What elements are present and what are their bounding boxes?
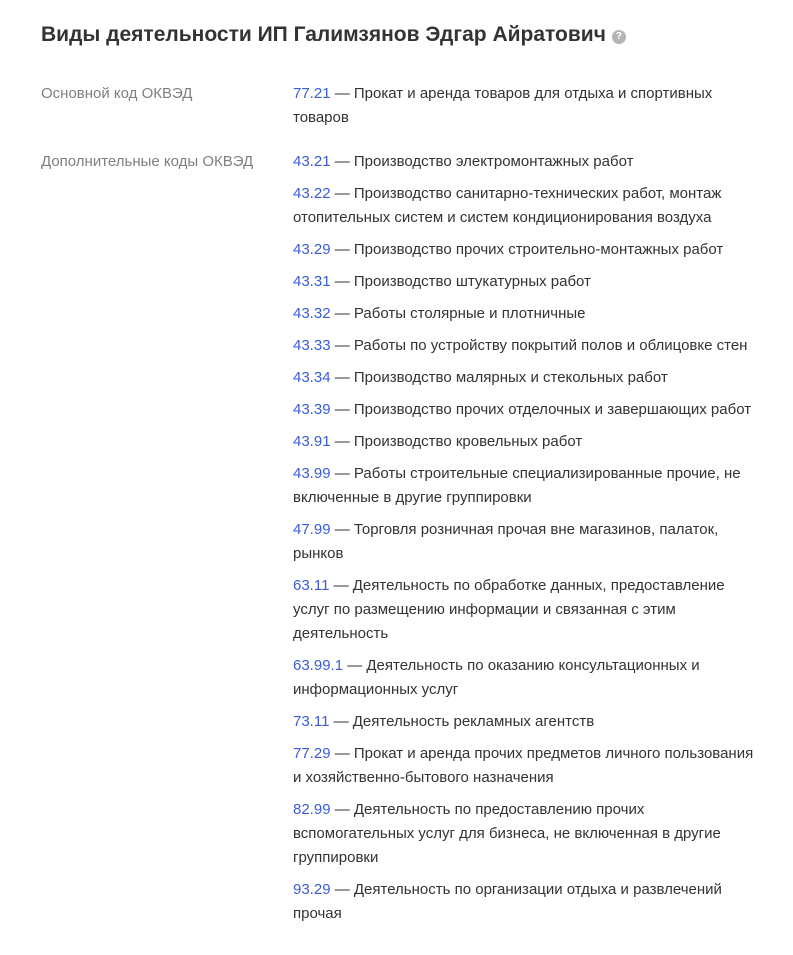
okved-description: — Производство прочих строительно-монтажных работ bbox=[330, 241, 724, 258]
okved-description: — Работы строительные специализированные прочие, не включенные в другие группировки bbox=[293, 465, 741, 506]
okved-code-link[interactable]: 43.33 bbox=[293, 337, 331, 354]
okved-item bbox=[293, 270, 763, 294]
okved-code-link[interactable]: 63.99.1 bbox=[293, 657, 344, 674]
okved-description: — Деятельность рекламных агентств bbox=[329, 713, 595, 730]
okved-code-link[interactable]: 77.29 bbox=[293, 745, 331, 762]
okved-description: — Производство прочих отделочных и завершающих работ bbox=[330, 401, 752, 418]
okved-item bbox=[293, 710, 763, 734]
okved-code-link[interactable]: 93.29 bbox=[293, 881, 331, 898]
okved-code-link[interactable]: 47.99 bbox=[293, 521, 331, 538]
okved-description: — Производство малярных и стекольных работ bbox=[330, 369, 668, 386]
okved-item bbox=[293, 182, 763, 230]
okved-description: — Прокат и аренда товаров для отдыха и спортивных товаров bbox=[293, 85, 713, 126]
okved-description: — Прокат и аренда прочих предметов личного пользования и хозяйственно-бытового назначения bbox=[293, 745, 754, 786]
okved-code-link[interactable]: 43.31 bbox=[293, 273, 331, 290]
help-icon[interactable]: ? bbox=[612, 30, 626, 44]
okved-code-link[interactable]: 73.11 bbox=[293, 713, 330, 730]
extra-okved-label: Дополнительные коды ОКВЭД bbox=[41, 153, 254, 170]
page-title: Виды деятельности ИП Галимзянов Эдгар Айратович bbox=[41, 23, 606, 46]
okved-description: — Производство санитарно-технических работ, монтаж отопительных систем и систем кондиционирования воздуха bbox=[293, 185, 722, 226]
okved-code-link[interactable]: 43.21 bbox=[293, 153, 331, 170]
okved-item bbox=[293, 430, 763, 454]
main-okved-section bbox=[41, 82, 793, 130]
okved-description: — Деятельность по организации отдыха и развлечений прочая bbox=[293, 881, 722, 922]
okved-description: — Производство электромонтажных работ bbox=[330, 153, 634, 170]
okved-item bbox=[293, 742, 763, 790]
okved-item bbox=[293, 654, 763, 702]
okved-item bbox=[293, 878, 763, 926]
extra-okved-list bbox=[293, 150, 763, 926]
main-okved-list bbox=[293, 82, 763, 130]
okved-code-link[interactable]: 43.22 bbox=[293, 185, 331, 202]
main-okved-label: Основной код ОКВЭД bbox=[41, 85, 193, 102]
okved-code-link[interactable]: 43.99 bbox=[293, 465, 331, 482]
okved-code-link[interactable]: 82.99 bbox=[293, 801, 331, 818]
okved-code-link[interactable]: 43.39 bbox=[293, 401, 331, 418]
okved-code-link[interactable]: 43.32 bbox=[293, 305, 331, 322]
okved-description: — Производство штукатурных работ bbox=[330, 273, 591, 290]
okved-item bbox=[293, 462, 763, 510]
okved-item bbox=[293, 398, 763, 422]
title-row bbox=[41, 20, 793, 50]
okved-code-link[interactable]: 43.34 bbox=[293, 369, 331, 386]
okved-description: — Деятельность по предоставлению прочих вспомогательных услуг для бизнеса, не включенная в другие группировки bbox=[293, 801, 721, 866]
okved-item bbox=[293, 366, 763, 390]
okved-item bbox=[293, 798, 763, 870]
okved-description: — Работы столярные и плотничные bbox=[330, 305, 586, 322]
okved-item bbox=[293, 302, 763, 326]
okved-code-link[interactable]: 43.29 bbox=[293, 241, 331, 258]
extra-okved-section bbox=[41, 150, 793, 926]
okved-item bbox=[293, 574, 763, 646]
okved-code-link[interactable]: 43.91 bbox=[293, 433, 331, 450]
okved-description: — Деятельность по обработке данных, предоставление услуг по размещению информации и связанная с этим деятельность bbox=[293, 577, 725, 642]
okved-code-link[interactable]: 77.21 bbox=[293, 85, 331, 102]
okved-item bbox=[293, 518, 763, 566]
okved-description: — Работы по устройству покрытий полов и облицовке стен bbox=[330, 337, 748, 354]
okved-item bbox=[293, 334, 763, 358]
okved-code-link[interactable]: 63.11 bbox=[293, 577, 330, 594]
okved-item bbox=[293, 238, 763, 262]
okved-description: — Торговля розничная прочая вне магазинов, палаток, рынков bbox=[293, 521, 719, 562]
okved-description: — Деятельность по оказанию консультационных и информационных услуг bbox=[293, 657, 700, 698]
okved-item bbox=[293, 82, 763, 130]
okved-description: — Производство кровельных работ bbox=[330, 433, 583, 450]
okved-item bbox=[293, 150, 763, 174]
